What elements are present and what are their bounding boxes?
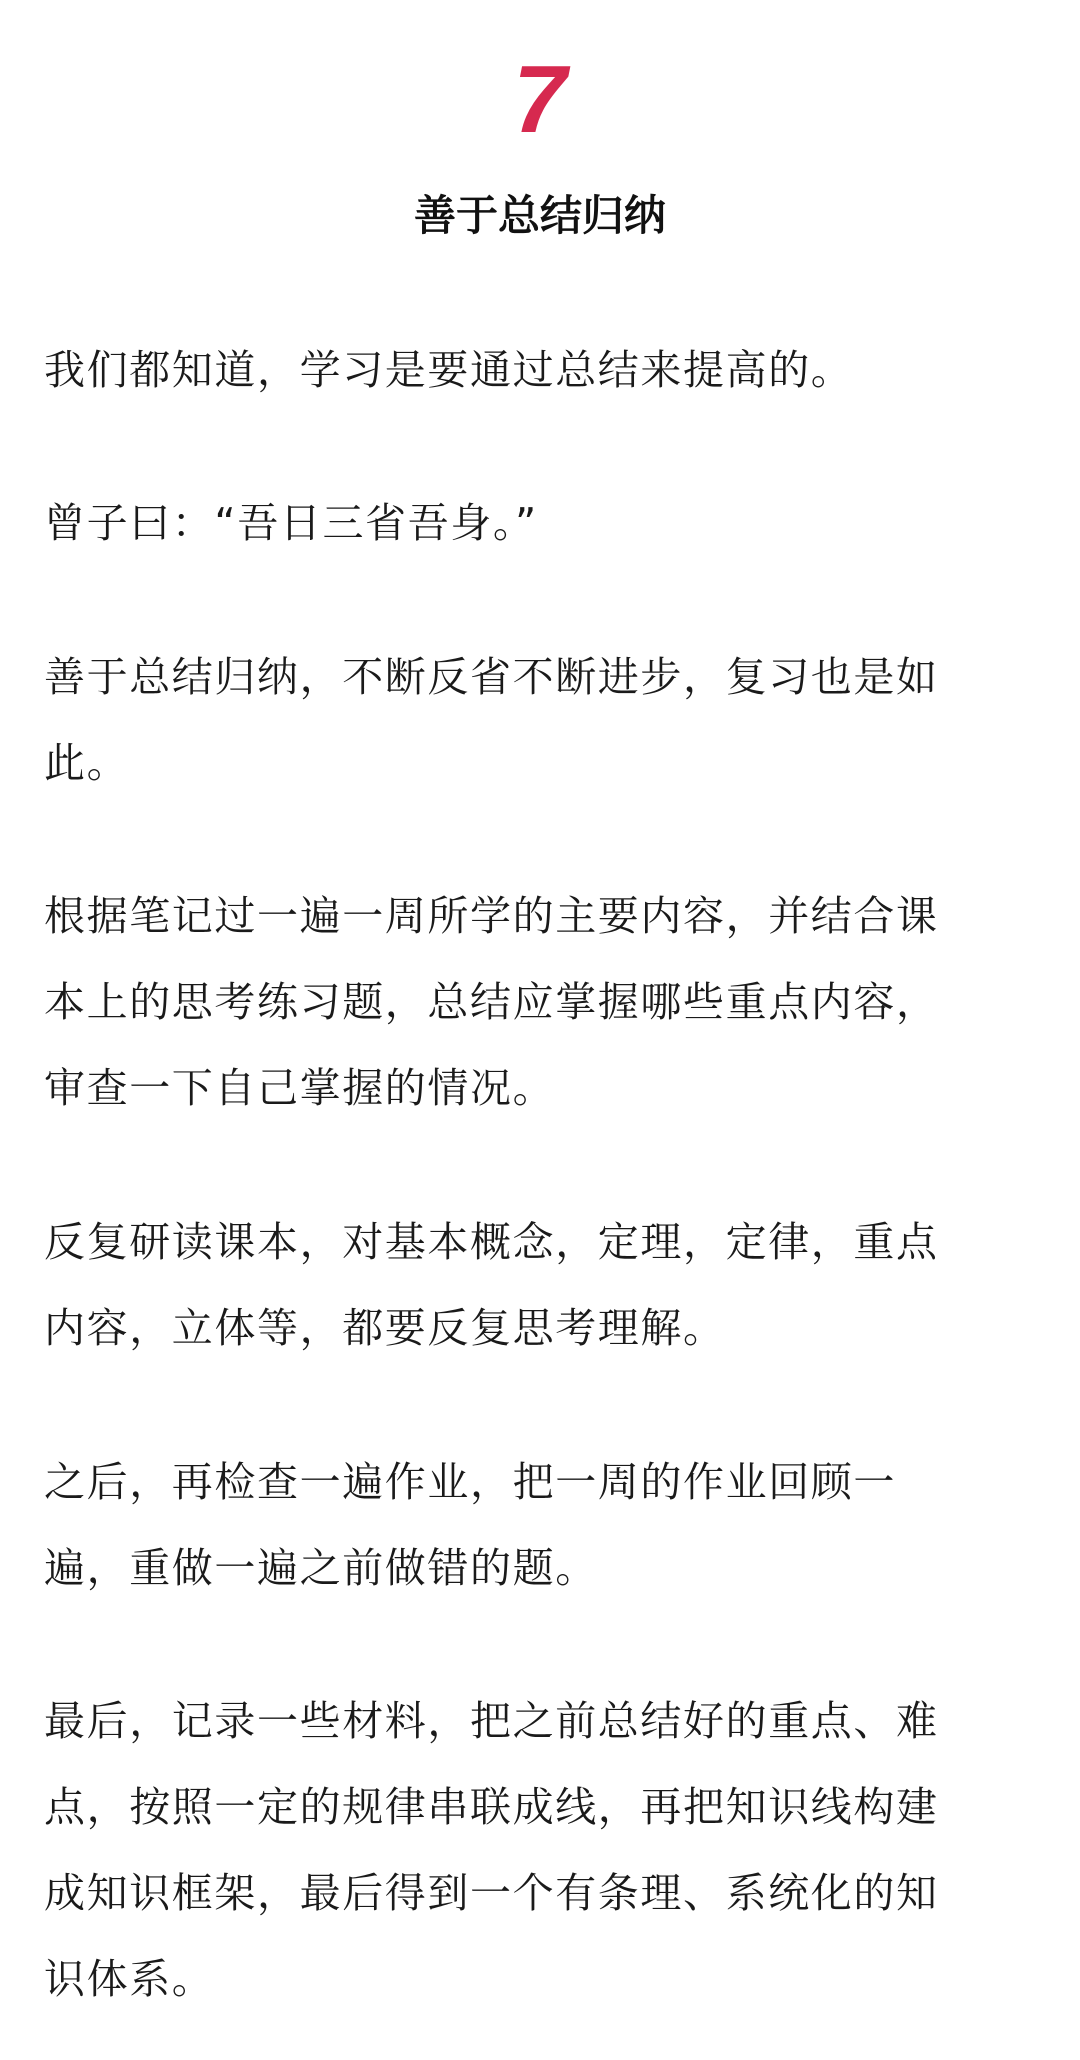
paragraph-summary-intro: 我们都知道，学习是要通过总结来提高的。: [44, 346, 854, 394]
paragraph-knowledge-system: 最后，记录一些材料，把之前总结好的重点、难 点，按照一定的规律串联成线，再把知识线构建 成知识框架，最后得到一个有条理、系统化的知 识体系。: [44, 1697, 939, 2003]
paragraph-study-textbook: 反复研读课本，对基本概念，定理，定律，重点 内容，立体等，都要反复思考理解。: [44, 1218, 939, 1352]
paragraph-review-notes: 根据笔记过一遍一周所学的主要内容，并结合课 本上的思考练习题，总结应掌握哪些重点内容， 审查一下自己掌握的情况。: [44, 892, 939, 1112]
paragraph-check-homework: 之后，再检查一遍作业，把一周的作业回顾一 遍，重做一遍之前做错的题。: [44, 1458, 896, 1592]
paragraph-quote: 曾子曰：“吾日三省吾身。”: [44, 499, 538, 547]
paragraph-reflection: 善于总结归纳，不断反省不断进步，复习也是如 此。: [44, 653, 939, 787]
section-number: 7: [513, 46, 567, 153]
section-title: 善于总结归纳: [413, 191, 666, 240]
